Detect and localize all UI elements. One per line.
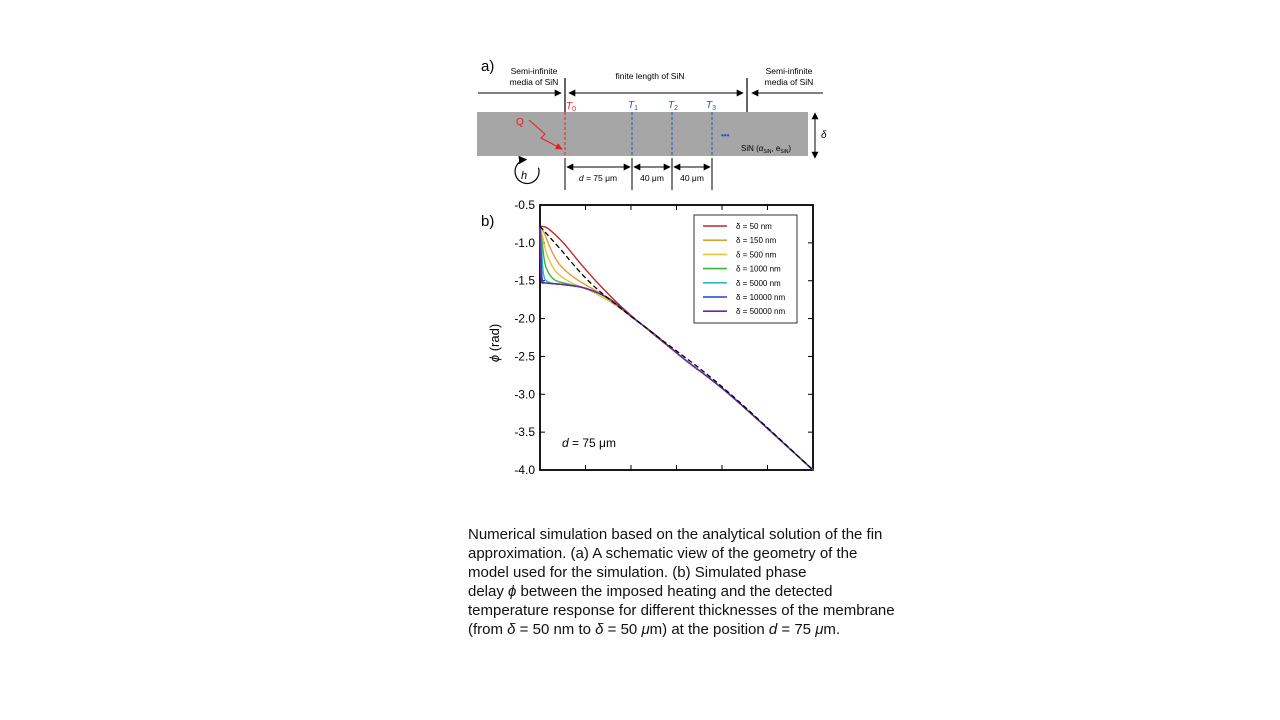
y-tick-label: -3.0 (514, 387, 535, 402)
caption-line-4: delay ϕ between the imposed heating and the detected (468, 583, 833, 600)
caption-line-6: (from δ = 50 nm to δ = 50 μm) at the position d = 75 μm. (468, 621, 841, 638)
right-media-label-2: media of SiN (764, 77, 814, 87)
y-axis-label: ϕ (rad) (487, 323, 502, 363)
legend-entry: δ = 10000 nm (736, 293, 786, 302)
y-tick-label: -2.0 (514, 311, 535, 326)
panel-label-b: b) (481, 213, 495, 230)
y-tick-label: -1.5 (514, 273, 535, 288)
right-media-label-1: Semi-infinite (765, 66, 813, 76)
spacing-label-d: d = 75 μm (578, 173, 618, 183)
caption-line-2: approximation. (a) A schematic view of the geometry of the (468, 545, 858, 562)
probe-label-t0: $T_0$ (566, 101, 577, 113)
left-media-label-2: media of SiN (509, 77, 559, 87)
heat-source-label: Q (516, 117, 524, 128)
caption-line-5: temperature response for different thicknesses of the membrane (468, 602, 895, 619)
spacing-label-40b: 40 μm (680, 173, 704, 183)
panel-label-a: a) (481, 58, 495, 75)
y-tick-label: -2.5 (514, 349, 535, 364)
legend-entry: δ = 500 nm (736, 250, 777, 260)
material-label: SiN ($\alpha_{SiN}$, $e_{SiN}$) (741, 144, 792, 155)
chart-panel (481, 198, 813, 477)
legend-entry: δ = 5000 nm (736, 278, 781, 288)
left-media-label-1: Semi-infinite (510, 66, 558, 76)
y-tick-label: -4.0 (514, 463, 535, 477)
probe-label-t1: $T_1$ (628, 100, 639, 112)
center-length-label: finite length of SiN (615, 71, 685, 81)
spacing-label-40a: 40 μm (640, 173, 664, 183)
y-tick-label: -1.0 (514, 235, 535, 250)
legend-entry: δ = 50000 nm (736, 307, 786, 317)
legend-entry: δ = 1000 nm (736, 264, 781, 274)
thickness-symbol: δ (821, 130, 827, 141)
probe-label-t3: $T_3$ (706, 100, 717, 112)
probe-ellipsis: ••• (721, 131, 730, 140)
convection-label: h (521, 170, 528, 182)
chart-annotation: d = 75 μm (562, 436, 616, 450)
y-tick-label: -3.5 (514, 425, 535, 440)
legend-entry: δ = 150 nm (736, 236, 777, 246)
figure-caption (468, 525, 938, 639)
legend-entry: δ = 50 nm (736, 222, 772, 231)
schematic-panel (477, 58, 827, 190)
caption-line-3: model used for the simulation. (b) Simulated phase (468, 564, 807, 581)
caption-line-1: Numerical simulation based on the analytical solution of the fin (468, 526, 883, 543)
y-tick-label: -0.5 (514, 198, 535, 212)
probe-label-t2: $T_2$ (668, 100, 679, 112)
